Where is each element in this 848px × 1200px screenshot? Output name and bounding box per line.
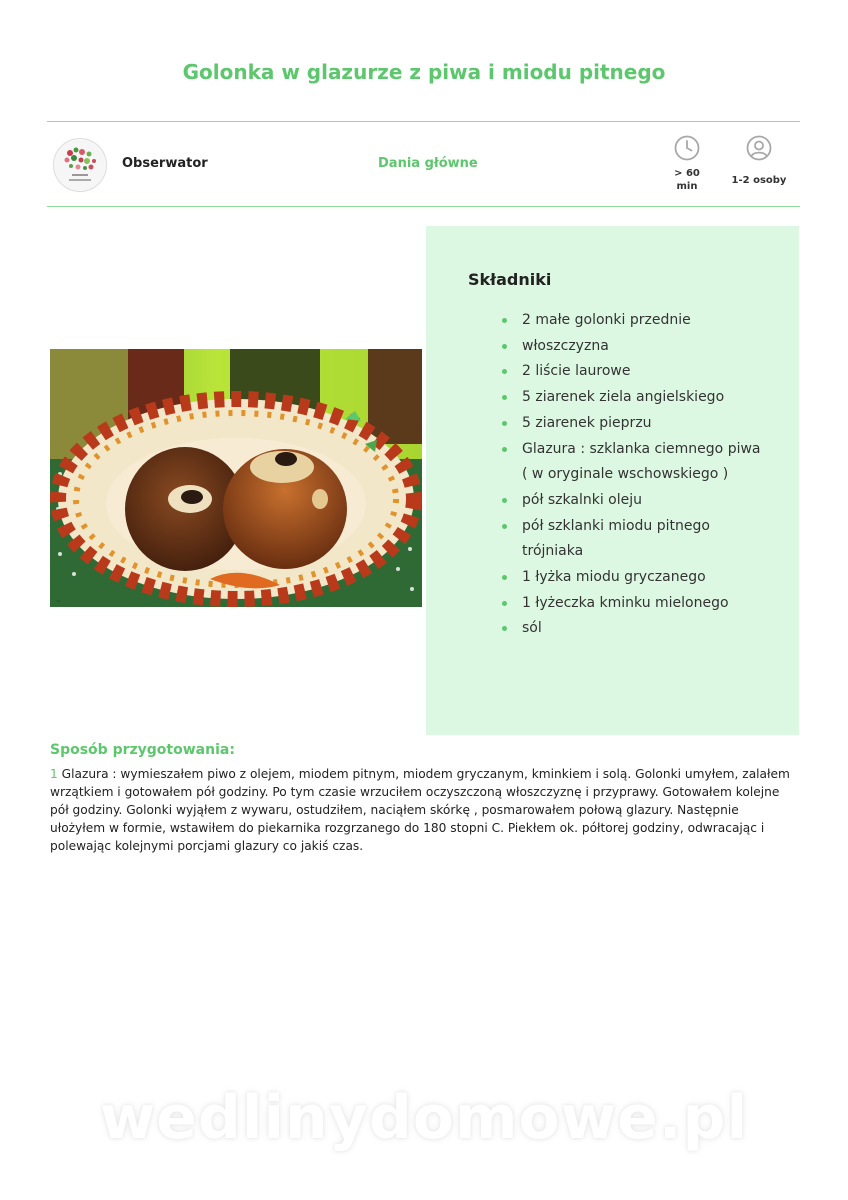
preparation-title: Sposób przygotowania: bbox=[50, 742, 235, 758]
author-avatar[interactable] bbox=[53, 138, 107, 192]
clock-icon bbox=[674, 135, 700, 161]
user-icon bbox=[746, 135, 772, 161]
step-number: 1 bbox=[50, 767, 58, 781]
ingredient-item: 5 ziarenek ziela angielskiego bbox=[522, 385, 762, 411]
step-text: Glazura : wymieszałem piwo z olejem, miodem pitnym, miodem gryczanym, kminkiem i solą. Golonki umyłem, zalałem wrzątkiem i gotowałem pół godziny. Po tym czasie wrzuciłem oczyszczoną włoszczyznę i przyprawy. Gotowałem kolejne pół godziny. Golonki wyjąłem z wywaru, ostudziłem, naciąłem skórkę , posmarowałem połową glazury. Następnie ułożyłem w formie, wstawiłem do piekarnika rozgrzanego do 180 stopni C. Piekłem ok. półtorej godziny, odwracając i polewając kolejnymi porcjami glazury co jakiś czas. bbox=[50, 767, 790, 853]
time-value-line1: > 60 bbox=[674, 168, 700, 179]
ingredient-item: Glazura : szklanka ciemnego piwa ( w oryginale wschowskiego ) bbox=[522, 437, 762, 488]
ingredient-item: 5 ziarenek pieprzu bbox=[522, 411, 762, 437]
ingredient-item: sól bbox=[522, 616, 762, 642]
ingredient-item: 2 małe golonki przednie bbox=[522, 308, 762, 334]
ingredient-item: pół szklanki miodu pitnego trójniaka bbox=[522, 514, 762, 565]
ingredients-panel bbox=[426, 226, 799, 735]
time-value bbox=[664, 167, 710, 193]
ingredients-title: Składniki bbox=[468, 270, 552, 289]
time-value-line2: min bbox=[676, 181, 698, 192]
ingredient-item: 2 liście laurowe bbox=[522, 359, 762, 385]
ingredient-item: pół szkalnki oleju bbox=[522, 488, 762, 514]
preparation-step bbox=[50, 765, 790, 855]
svg-text:~: ~ bbox=[56, 598, 62, 605]
recipe-title: Golonka w glazurze z piwa i miodu pitnego bbox=[182, 60, 666, 84]
ingredient-item: włoszczyzna bbox=[522, 334, 762, 360]
recipe-category[interactable]: Dania główne bbox=[378, 156, 478, 171]
ingredient-item: 1 łyżeczka kminku mielonego bbox=[522, 591, 762, 617]
header-top-divider bbox=[47, 121, 800, 122]
ingredient-item: 1 łyżka miodu gryczanego bbox=[522, 565, 762, 591]
dish-image bbox=[50, 349, 422, 607]
author-name[interactable]: Obserwator bbox=[122, 156, 208, 171]
recipe-photo bbox=[50, 349, 422, 607]
site-watermark: wedlinydomowe.pl bbox=[99, 1083, 749, 1153]
header-bottom-divider bbox=[47, 206, 800, 207]
ingredients-list bbox=[522, 308, 762, 642]
avatar-image bbox=[54, 139, 106, 191]
servings-value: 1-2 osoby bbox=[731, 175, 787, 186]
